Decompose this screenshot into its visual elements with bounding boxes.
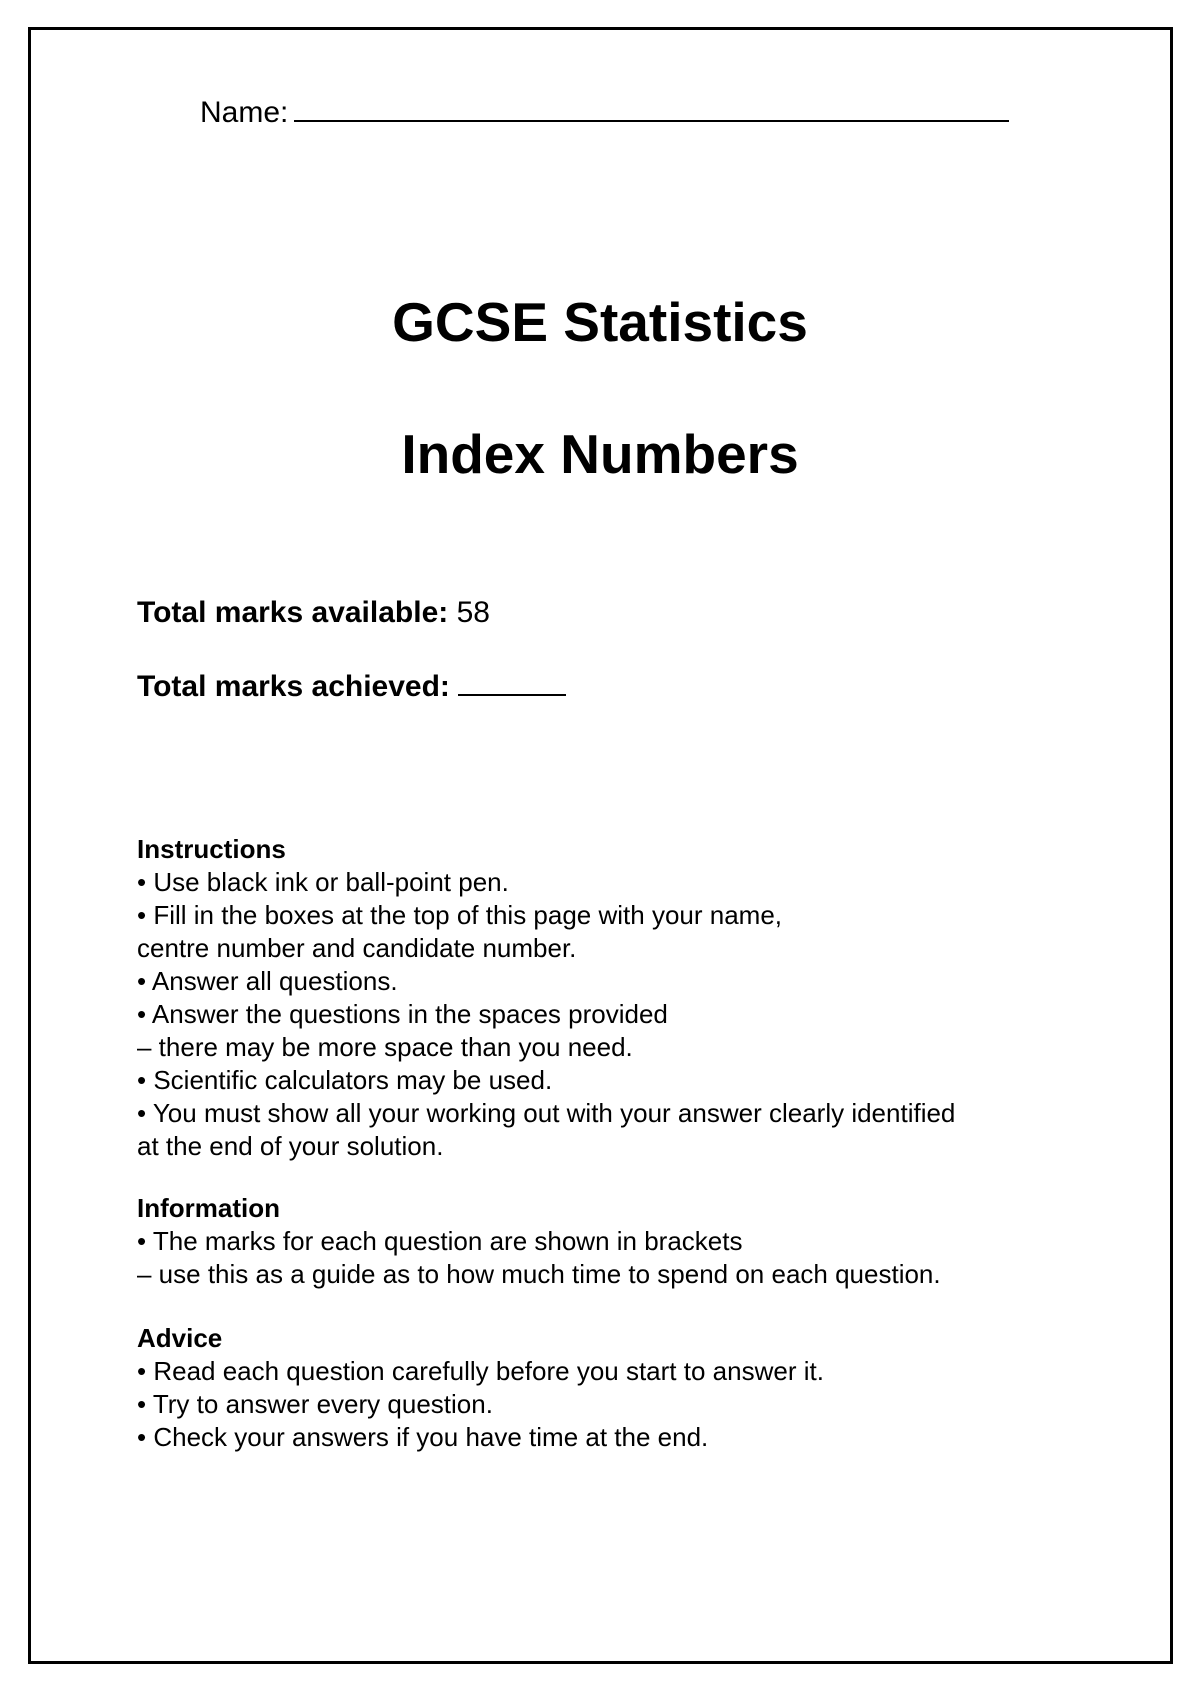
instruction-line: • Answer the questions in the spaces provided <box>137 999 668 1029</box>
name-row <box>200 92 1009 131</box>
instruction-line: • Scientific calculators may be used. <box>137 1065 553 1095</box>
marks-available-value: 58 <box>456 596 490 629</box>
information-line: – use this as a guide as to how much time to spend on each question. <box>137 1259 941 1289</box>
name-label: Name: <box>200 96 289 129</box>
instruction-line: • Fill in the boxes at the top of this page with your name, <box>137 900 783 930</box>
advice-line: • Check your answers if you have time at the end. <box>137 1422 709 1452</box>
information-section <box>137 1192 1077 1291</box>
advice-section <box>137 1322 1077 1454</box>
instruction-line: • You must show all your working out with your answer clearly identified <box>137 1098 956 1128</box>
marks-available-row <box>137 595 490 631</box>
instruction-line: • Use black ink or ball-point pen. <box>137 867 509 897</box>
instructions-section <box>137 833 1077 1163</box>
instruction-line: – there may be more space than you need. <box>137 1032 633 1062</box>
instructions-heading: Instructions <box>137 834 286 864</box>
instruction-line: • Answer all questions. <box>137 966 398 996</box>
information-heading: Information <box>137 1193 280 1223</box>
marks-available-label: Total marks available: <box>137 596 449 629</box>
advice-line: • Read each question carefully before you start to answer it. <box>137 1356 824 1386</box>
advice-heading: Advice <box>137 1323 223 1353</box>
instruction-line: at the end of your solution. <box>137 1131 444 1161</box>
name-input-line[interactable] <box>294 92 1009 122</box>
information-line: • The marks for each question are shown in brackets <box>137 1226 743 1256</box>
page-title: GCSE Statistics <box>392 291 808 353</box>
marks-achieved-label: Total marks achieved: <box>137 670 450 703</box>
page-subtitle: Index Numbers <box>401 423 799 485</box>
marks-achieved-row <box>137 668 566 705</box>
marks-achieved-input-line[interactable] <box>458 668 566 696</box>
advice-line: • Try to answer every question. <box>137 1389 493 1419</box>
instruction-line: centre number and candidate number. <box>137 933 577 963</box>
